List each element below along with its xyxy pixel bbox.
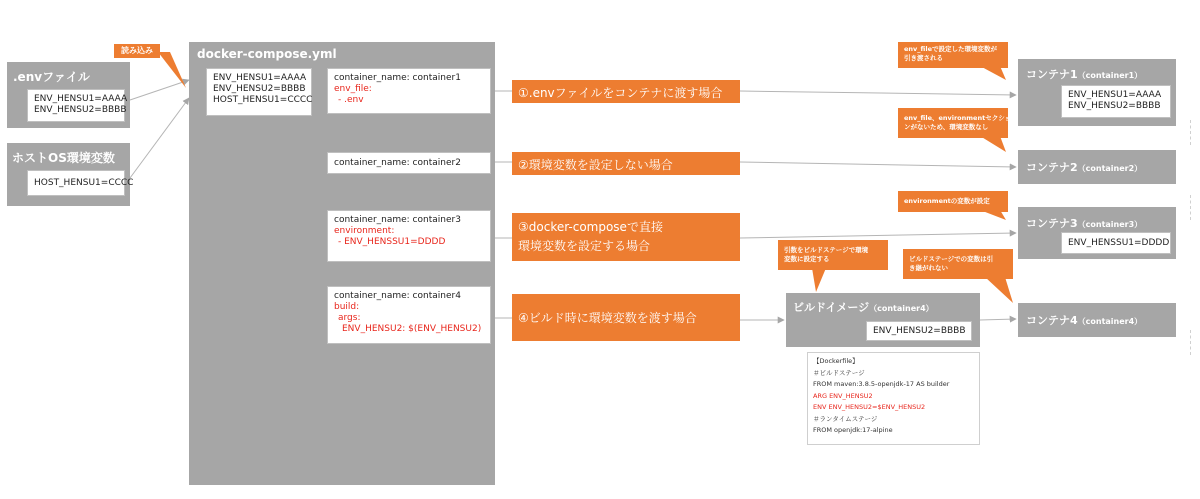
build-image-values	[866, 321, 972, 341]
dockerfile-line: FROM openjdk:17-alpine	[813, 426, 893, 434]
container2-spec	[327, 152, 491, 174]
callout-1-pointer	[980, 66, 1010, 82]
case-3-label	[512, 213, 740, 261]
container-2-box	[1018, 150, 1176, 184]
compose-title: docker-compose.yml	[197, 47, 337, 61]
build-image-line: ENV_HENSU2=BBBB	[873, 326, 966, 336]
compose-box	[189, 42, 495, 485]
callout-line: env_fileで設定した環境変数が	[904, 45, 997, 53]
dockerfile-line: ARG ENV_HENSU2	[813, 391, 873, 400]
callout-line: ビルドステージでの変数は引	[909, 255, 994, 263]
dockerfile-box	[807, 352, 980, 445]
build-image-title-main: ビルドイメージ	[793, 301, 870, 314]
page-break-mark	[1190, 195, 1191, 220]
callout-3-pointer	[980, 210, 1010, 222]
dockerfile-line: ＃ビルドステージ	[813, 368, 865, 377]
env-file-title: .envファイル	[13, 70, 90, 84]
spec-line: ENV_HENSU2: $(ENV_HENSU2)	[342, 324, 482, 334]
container-title-sub: （container4）	[1077, 317, 1143, 326]
dockerfile-line: FROM maven:3.8.5-openjdk-17 AS builder	[813, 380, 950, 388]
case-2-label	[512, 152, 740, 175]
container-3-box	[1018, 207, 1176, 259]
host-os-box	[7, 143, 134, 206]
container-title	[1026, 215, 1142, 231]
callout-line: ンがないため、環境変数なし	[904, 123, 989, 131]
env-file-line: ENV_HENSU2=BBBB	[34, 105, 127, 115]
container3-spec	[327, 210, 491, 262]
read-callout: 読み込み	[114, 44, 160, 58]
container-title	[1026, 312, 1142, 328]
container1-spec	[327, 68, 491, 114]
env-file-line: ENV_HENSU1=AAAA	[34, 94, 128, 104]
container-title	[1026, 66, 1142, 82]
host-os-line: HOST_HENSU1=CCCC	[34, 178, 134, 188]
env-file-values	[27, 89, 128, 122]
callout-1	[898, 42, 1008, 68]
container-title-main: コンテナ4	[1026, 314, 1078, 327]
compose-env-vars	[206, 68, 312, 116]
callout-line: 変数に設定する	[784, 255, 830, 263]
spec-line: env_file:	[334, 84, 372, 94]
case-label-line: ②環境変数を設定しない場合	[518, 158, 673, 172]
spec-line: - ENV_HENSSU1=DDDD	[338, 237, 446, 247]
container-value-line: ENV_HENSU1=AAAA	[1068, 90, 1162, 100]
callout-4	[778, 240, 888, 270]
page-break-mark	[1190, 120, 1191, 145]
container-title-sub: （container3）	[1077, 220, 1143, 229]
spec-line: environment:	[334, 226, 395, 236]
callout-line: environmentの変数が設定	[904, 197, 990, 205]
build-image-title	[793, 299, 934, 315]
dockerfile-line: ＃ランタイムステージ	[813, 414, 878, 423]
spec-line: build:	[334, 302, 360, 312]
container-title-main: コンテナ1	[1026, 68, 1078, 81]
callout-3	[898, 191, 1008, 212]
container-value-line: ENV_HENSSU1=DDDD	[1068, 238, 1170, 248]
container-3-values	[1061, 232, 1171, 254]
container-title-main: コンテナ3	[1026, 217, 1078, 230]
case-label-line: 環境変数を設定する場合	[518, 239, 651, 253]
container-1-box	[1018, 59, 1176, 126]
spec-name: container_name: container3	[334, 215, 461, 225]
page-break-mark	[1190, 330, 1191, 355]
dockerfile-line: 【Dockerfile】	[813, 357, 859, 365]
dockerfile-line: ENV ENV_HENSU2=$ENV_HENSU2	[813, 403, 926, 411]
compose-env-line: ENV_HENSU1=AAAA	[213, 73, 307, 83]
container-title-sub: （container2）	[1077, 164, 1143, 173]
build-image-box	[786, 293, 980, 347]
callout-5-pointer	[985, 277, 1015, 305]
callout-line: env_file、environmentセクショ	[904, 114, 1012, 122]
callout-line: き継がれない	[909, 264, 948, 272]
case-label-line: ①.envファイルをコンテナに渡す場合	[518, 86, 723, 100]
compose-env-line: ENV_HENSU2=BBBB	[213, 84, 306, 94]
spec-name: container_name: container1	[334, 73, 461, 83]
container-4-box	[1018, 303, 1176, 337]
spec-line: - .env	[338, 95, 364, 105]
container-1-values	[1061, 85, 1171, 118]
compose-env-line: HOST_HENSU1=CCCC	[213, 95, 313, 105]
build-image-title-sub: （container4）	[869, 304, 934, 313]
case-label-line: ④ビルド時に環境変数を渡す場合	[518, 311, 697, 325]
case-4-label	[512, 294, 740, 341]
spec-name: container_name: container2	[334, 158, 461, 168]
container-title	[1026, 159, 1142, 175]
host-os-values	[27, 170, 134, 196]
container-title-sub: （container1）	[1077, 71, 1143, 80]
container4-spec	[327, 286, 491, 344]
callout-line: 引数をビルドステージで環境	[784, 246, 869, 254]
container-title-main: コンテナ2	[1026, 161, 1078, 174]
callout-2-pointer	[980, 136, 1010, 154]
callout-2	[898, 108, 1012, 138]
case-label-line: ③docker-composeで直接	[518, 220, 663, 234]
spec-name: container_name: container4	[334, 291, 461, 301]
host-os-title: ホストOS環境変数	[12, 151, 115, 165]
spec-line: args:	[338, 313, 361, 323]
read-callout-pointer	[158, 52, 188, 92]
env-file-box	[7, 62, 130, 128]
callout-4-pointer	[812, 268, 832, 294]
callout-line: 引き渡される	[904, 54, 943, 62]
callout-5	[903, 249, 1013, 279]
container-value-line: ENV_HENSU2=BBBB	[1068, 101, 1161, 111]
case-1-label	[512, 80, 740, 103]
